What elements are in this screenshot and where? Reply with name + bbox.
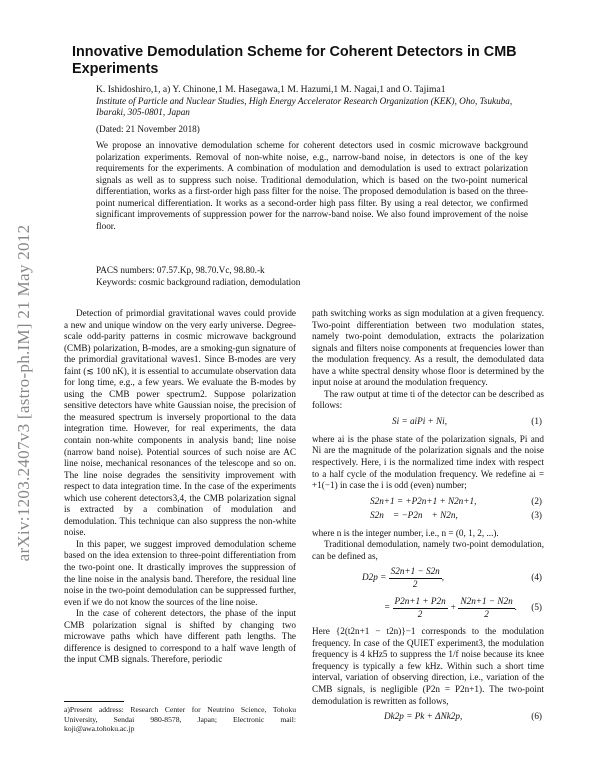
denominator: 2: [417, 608, 423, 619]
footnote: a)Present address: Research Center for Neutrino Science, Tohoku University, Sendai 980-8578, Japan; Electronic mail: koji@awa.tohoku.ac.jp: [64, 705, 296, 733]
arxiv-identifier: arXiv:1203.2407v3 [astro-ph.IM] 21 May 2012: [14, 224, 33, 562]
paragraph: In the case of coherent detectors, the phase of the input CMB polarization signal is shifted by changing two microwave paths which have different path lengths. The difference is designed to correspond to a half wave length of the input CMB signals. Therefore, periodic: [64, 608, 296, 665]
date-line: (Dated: 21 November 2018): [96, 124, 200, 134]
paragraph: Detection of primordial gravitational waves could provide a new and unique window on the very early universe. Degree-scale odd-parity patterns in cosmic microwave background (CMB) polarization, B-modes, are a smoking-gun signature of the primordial gravitational waves1. Since B-modes are very faint (≲ 100 nK), it is essential to accumulate observation data for long time, e.g., a few years. We evaluate the B-modes by using the CMB power spectrum2. Suppose polarization sensitive detectors have white Gaussian noise, the precision of the measured spectrum is inversely proportional to the data integration time. However, for real experiments, the data contain non-white components in analysis band; line noise (narrow band noise). Potential sources of such noise are AC line noise, mechanical resonances of the telescope and so on. The line noise degrades the sensitivity improvement with respect to data integration time. In the case of the experiments which use coherent detectors3,4, the CMB polarization signal is extracted by a combination of modulation and demodulation. This technique can also suppress the non-white noise.: [64, 308, 296, 538]
paragraph: Traditional demodulation, namely two-point demodulation, can be defined as,: [312, 539, 544, 561]
equation-lhs: D2p =: [362, 572, 387, 583]
paragraph: The raw output at time ti of the detector can be described as follows:: [312, 388, 544, 411]
paragraph: In this paper, we suggest improved demodulation scheme based on the idea extension to three-point differentiation from the two-point one. It drastically improves the suppression of the line noise in the analysis band. Therefore, the residual line noise in the two-point demodulation can be suppressed further, even if we do not know the sources of the line noise.: [64, 538, 296, 607]
equation-number: (1): [531, 415, 542, 426]
affiliation: Institute of Particle and Nuclear Studies, High Energy Accelerator Research Organization (KEK), Oho, Tsukuba, Ibaraki, 305-0801, Japan: [96, 96, 513, 117]
equation-number: (5): [531, 602, 542, 613]
keywords: Keywords: cosmic background radiation, demodulation: [96, 277, 301, 287]
paragraph: where ai is the phase state of the polarization signals, Pi and Ni are the magnitude of the polarization signals and the noise respectively. Here, i is the normalized time index with respect to a half cycle of the modulation frequency. We redefine ai = +1(−1) in case the i is odd (even) number;: [312, 433, 544, 491]
equation-body: S2n+1 = +P2n+1 + N2n+1,: [370, 495, 477, 506]
fraction: [389, 566, 442, 590]
abstract: We propose an innovative demodulation scheme for coherent detectors used in cosmic microwave background polarization experiments. Removal of non-white noise, e.g., narrow-band noise, in detectors is one of the key requirements for the experiments. A combination of modulation and demodulation is used to extract polarization signals as well as to suppress such noise. Traditional demodulation, which is based on the two-point numerical differentiation, works as a first-order high pass filter for the noise. The proposed demodulation is based on the three-point numerical differentiation. It works as a second-order high pass filter. By using a real detector, we confirmed significant improvements of suppression power for the narrow-band noise. We also found improvement of the noise floor.: [96, 140, 528, 231]
left-column: [64, 308, 296, 666]
fraction: [393, 596, 448, 620]
numerator: N2n+1 − N2n: [458, 596, 514, 609]
denominator: 2: [412, 578, 418, 589]
equation-1: [312, 416, 544, 430]
pacs-numbers: PACS numbers: 07.57.Kp, 98.70.Vc, 98.80.-k: [96, 265, 265, 275]
equation-number: (2): [531, 495, 542, 506]
equation-3: [312, 510, 544, 524]
equation-number: (6): [531, 711, 542, 722]
denominator: 2: [484, 608, 489, 619]
equation-number: (3): [531, 509, 542, 520]
pacs-block: [96, 264, 300, 288]
paper-title: Innovative Demodulation Scheme for Coherent Detectors in CMB Experiments: [72, 44, 517, 77]
equation-2: [312, 496, 544, 510]
equation-number: (4): [531, 572, 542, 583]
paragraph: Here {2(t2n+1 − t2n)}−1 corresponds to the modulation frequency. In case of the QUIET experiment3, the modulation frequency is 4 kHz5 to suppress the 1/f noise because its knee frequency is typically a few kHz. Within such a short time interval, variation of observing direction, i.e., variation of the CMB signals, is negligible (P2n = P2n+1). The two-point demodulation is rewritten as follows,: [312, 626, 544, 706]
equation-6: [312, 711, 544, 725]
numerator: P2n+1 + P2n: [393, 596, 448, 609]
paragraph: path switching works as sign modulation at a given frequency. Two-point differentiation between two modulation states, namely two-point demodulation, extracts the polarization signals and filters noise components at frequencies lower than the modulation frequency. As a result, the demodulated data have a white spectral density whose floor is determined by the input noise at around the modulation frequency.: [312, 308, 544, 388]
equation-body: S2n = −P2n + N2n,: [370, 509, 458, 520]
fraction: [458, 596, 514, 620]
numerator: S2n+1 − S2n: [389, 566, 442, 579]
equation-body: Si = aiPi + Ni,: [392, 415, 448, 426]
right-column: [312, 308, 544, 729]
equation-body: Dk2p = Pk + ΔNk2p,: [384, 711, 463, 722]
equation-5: = $\frac{P2n+1 + P2n}{2}$ + $\frac{N2n+1 - N2n}{2}$ . (5): [384, 596, 542, 619]
footnote-rule: [64, 701, 124, 702]
equation-4: D2p = $\frac{S2n+1 - S2n}{2}$ , (4): [362, 566, 542, 589]
paragraph: where n is the integer number, i.e., n = (0, 1, 2, ...).: [312, 527, 499, 538]
author-list: K. Ishidoshiro,1, a) Y. Chinone,1 M. Hasegawa,1 M. Hazumi,1 M. Nagai,1 and O. Tajima1: [96, 84, 446, 95]
